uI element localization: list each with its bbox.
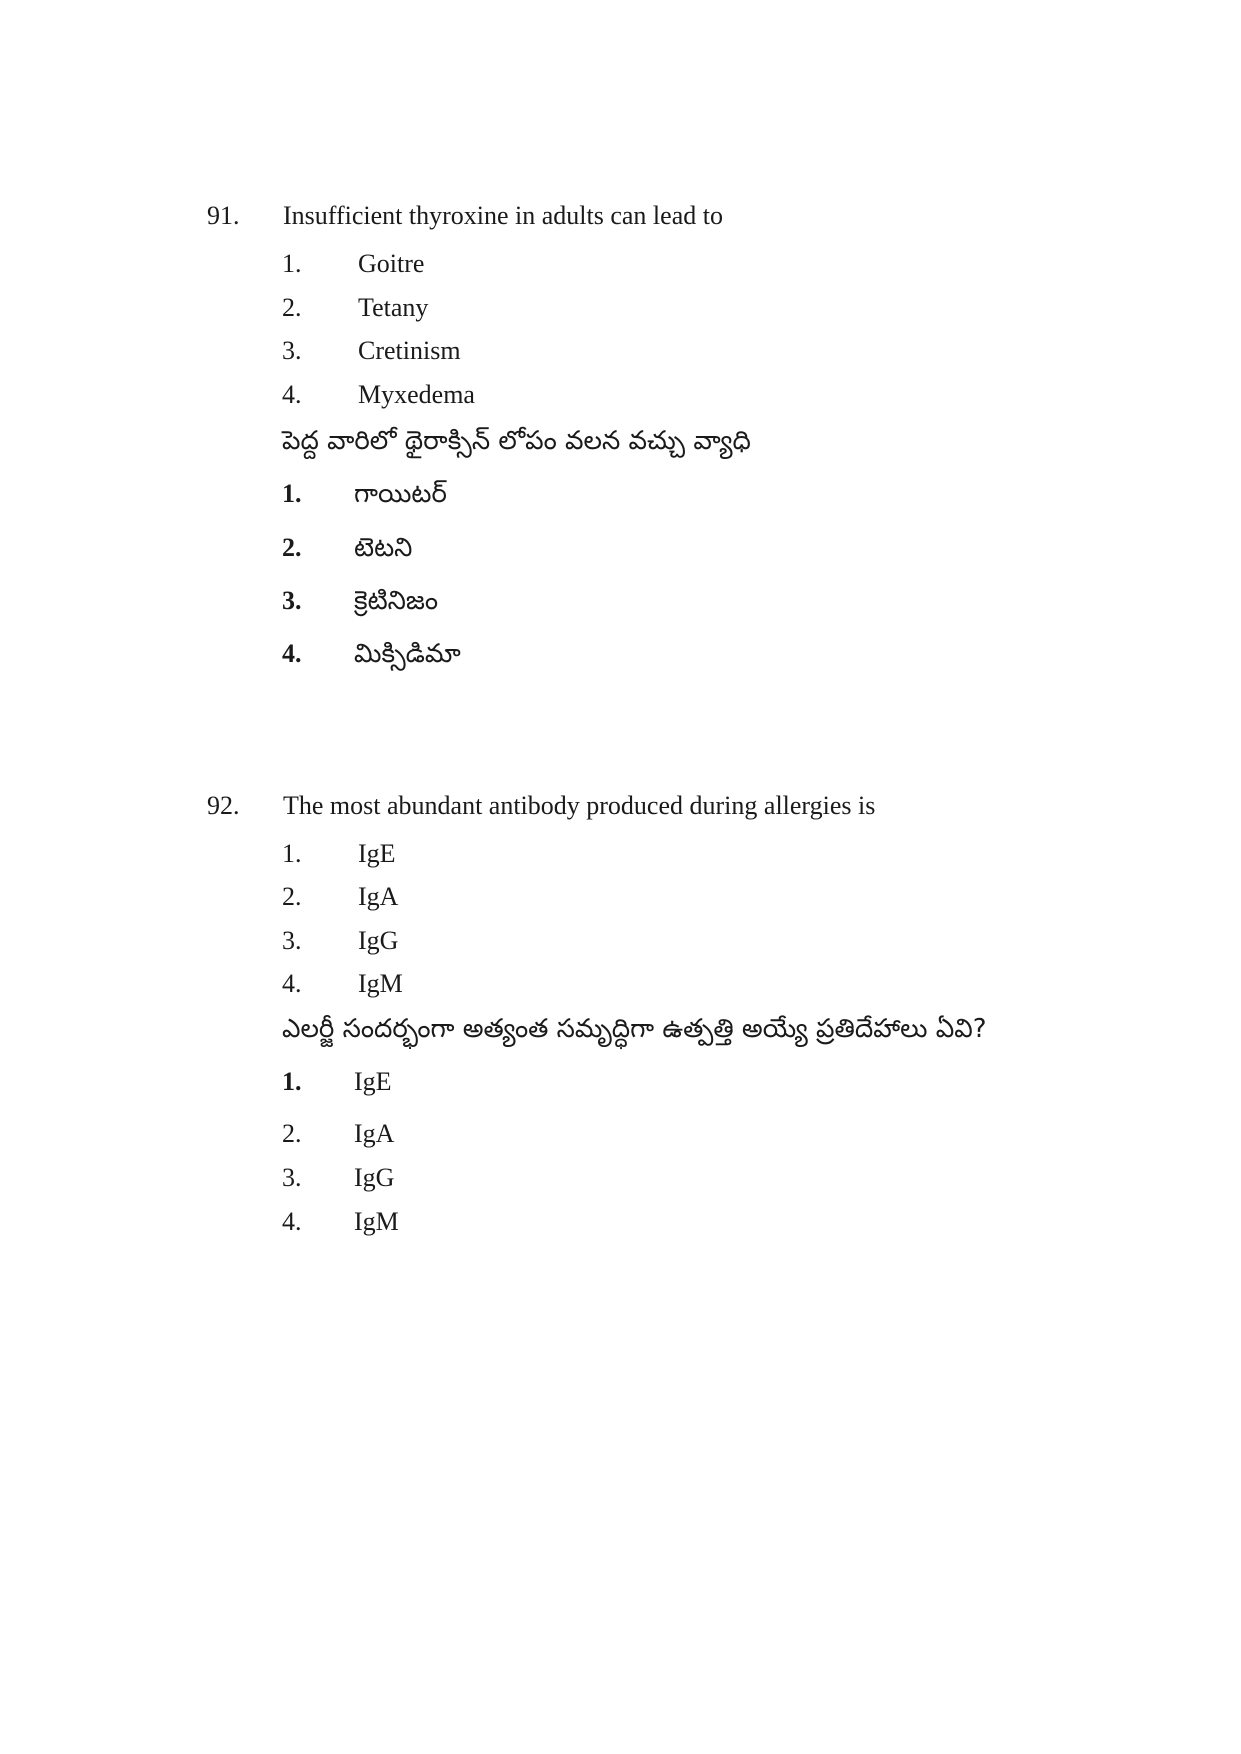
option-number: 2. (282, 1119, 302, 1148)
option-te-3 (282, 585, 438, 617)
option-text: IgM (358, 969, 403, 998)
option-number: 3. (282, 336, 302, 365)
option-text: IgA (354, 1119, 395, 1148)
option-number: 4. (282, 639, 302, 668)
option-text: IgE (358, 839, 396, 868)
option-text: IgG (354, 1163, 395, 1192)
question-text-en: The most abundant antibody produced during allergies is (283, 791, 876, 820)
option-te-2 (282, 532, 412, 564)
option-en-4 (282, 968, 403, 1000)
option-en-3 (282, 335, 461, 367)
option-text: Myxedema (358, 380, 475, 409)
option-text: IgA (358, 882, 399, 911)
option-number: 4. (282, 1207, 302, 1236)
option-text: IgG (358, 926, 399, 955)
option-number: 1. (282, 479, 302, 508)
option-te-3 (282, 1162, 394, 1194)
option-en-1 (282, 248, 424, 280)
option-text: గాయిటర్ (354, 479, 447, 509)
option-te-2 (282, 1118, 394, 1150)
option-number: 3. (282, 1163, 302, 1192)
option-text: Cretinism (358, 336, 461, 365)
option-number: 3. (282, 926, 302, 955)
option-number: 2. (282, 533, 302, 562)
option-text: టెటని (354, 533, 413, 563)
option-en-2 (282, 881, 398, 913)
option-en-2 (282, 292, 428, 324)
option-en-4 (282, 379, 475, 411)
option-en-3 (282, 925, 398, 957)
option-te-1 (282, 1066, 392, 1098)
option-text: Goitre (358, 249, 425, 278)
option-number: 1. (282, 249, 302, 278)
option-text: Tetany (358, 293, 429, 322)
option-number: 2. (282, 293, 302, 322)
option-te-4 (282, 1206, 399, 1238)
question-text-en: Insufficient thyroxine in adults can lead to (283, 201, 723, 230)
option-number: 1. (282, 1067, 302, 1096)
option-number: 2. (282, 882, 302, 911)
question-text-te: ఎలర్జీ సందర్భంగా అత్యంత సమృద్ధిగా ఉత్పత్తి అయ్యే ప్రతిదేహాలు ఏవి? (282, 1014, 987, 1044)
option-number: 3. (282, 586, 302, 615)
question-text-te: పెద్ద వారిలో థైరాక్సిన్ లోపం వలన వచ్చు వ్యాధి (282, 426, 751, 456)
question-number: 92. (207, 791, 240, 820)
option-text: మిక్సిడిమా (354, 639, 461, 669)
option-number: 4. (282, 380, 302, 409)
option-text: IgM (354, 1207, 399, 1236)
option-text: IgE (354, 1067, 392, 1096)
option-number: 4. (282, 969, 302, 998)
option-te-1 (282, 478, 447, 510)
option-te-4 (282, 638, 461, 670)
question-stem-en (207, 200, 723, 232)
question-number: 91. (207, 201, 240, 230)
option-en-1 (282, 838, 396, 870)
option-number: 1. (282, 839, 302, 868)
option-text: క్రెటినిజం (354, 586, 439, 616)
question-stem-en (207, 790, 875, 822)
